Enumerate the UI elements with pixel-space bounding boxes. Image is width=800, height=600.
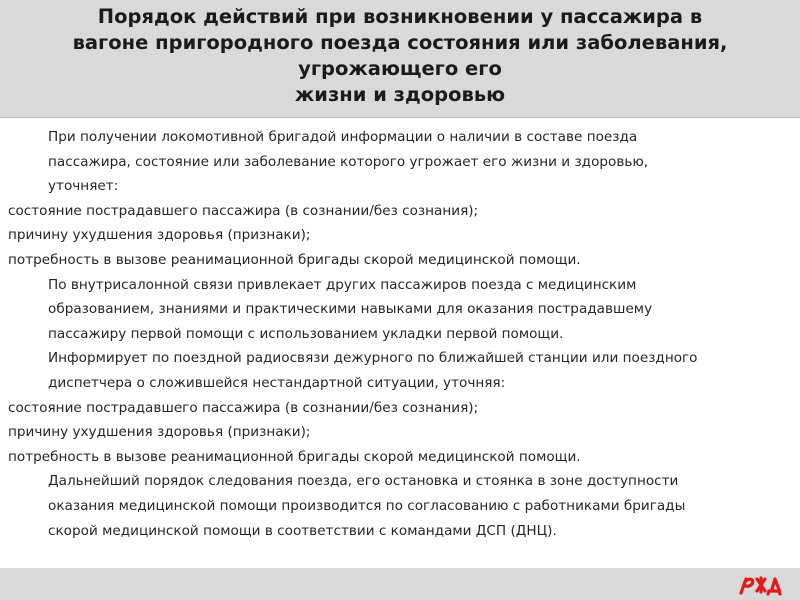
- body-list-item: состояние пострадавшего пассажира (в сознании/без сознания);: [8, 202, 479, 219]
- body-paragraph-line: По внутрисалонной связи привлекает других пассажиров поезда с медицинским: [48, 276, 637, 293]
- body-paragraph-line: Информирует по поездной радиосвязи дежурного по ближайшей станции или поездного: [48, 350, 698, 367]
- body-paragraph-line: пассажиру первой помощи с использованием укладки первой помощи.: [48, 325, 564, 342]
- body-paragraph-line: оказания медицинской помощи производится по согласованию с работниками бригады: [48, 497, 686, 514]
- slide-title-line: Порядок действий при возникновении у пассажира в: [97, 5, 703, 28]
- slide-title-line: вагоне пригородного поезда состояния или заболевания,: [72, 31, 728, 54]
- body-paragraph-line: При получении локомотивной бригадой информации о наличии в составе поезда: [48, 129, 638, 145]
- slide-title: [10, 4, 790, 108]
- slide-header: [0, 0, 800, 117]
- body-list-item: состояние пострадавшего пассажира (в сознании/без сознания);: [8, 399, 479, 416]
- body-list-item: причину ухудшения здоровья (признаки);: [8, 227, 311, 244]
- body-list-item: потребность в вызове реанимационной бригады скорой медицинской помощи.: [8, 448, 581, 465]
- body-paragraph-line: пассажира, состояние или заболевание которого угрожает его жизни и здоровью,: [48, 153, 649, 170]
- body-paragraph-line: образованием, знаниями и практическими навыками для оказания пострадавшему: [48, 301, 653, 318]
- slide-body: [0, 125, 800, 543]
- body-paragraph-line: скорой медицинской помощи в соответствии с командами ДСП (ДНЦ).: [48, 522, 557, 539]
- slide-footer: [0, 568, 800, 600]
- slide-title-line: жизни и здоровью: [294, 83, 506, 106]
- rzd-logo-icon: [732, 572, 788, 596]
- slide-title-line: угрожающего его: [298, 57, 502, 80]
- body-list-item: потребность в вызове реанимационной бригады скорой медицинской помощи.: [8, 251, 581, 268]
- body-paragraph-line: диспетчера о сложившейся нестандартной ситуации, уточняя:: [48, 374, 506, 391]
- body-paragraph-line: уточняет:: [48, 178, 119, 195]
- body-paragraph-line: Дальнейший порядок следования поезда, его остановка и стоянка в зоне доступности: [48, 473, 679, 490]
- header-divider: [0, 117, 800, 118]
- body-list-item: причину ухудшения здоровья (признаки);: [8, 424, 311, 441]
